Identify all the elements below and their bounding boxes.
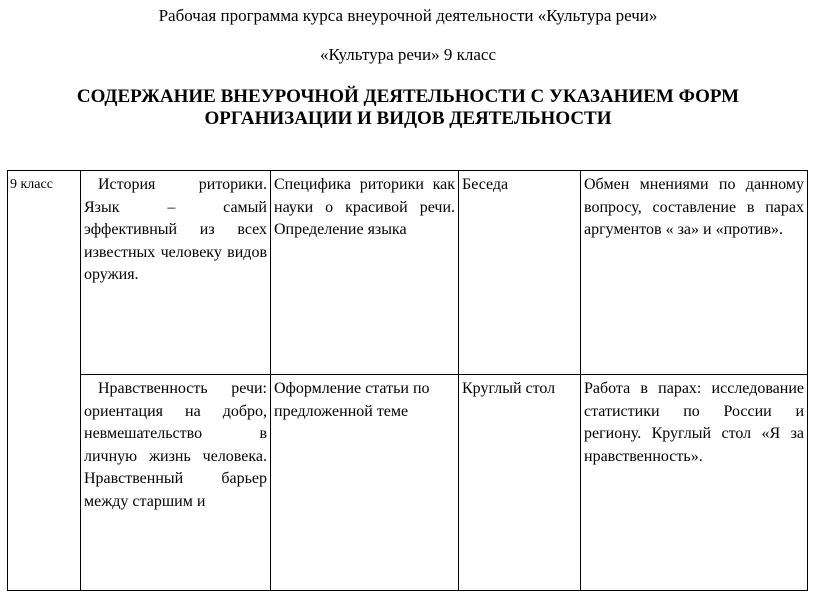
- section-heading-line-1: СОДЕРЖАНИЕ ВНЕУРОЧНОЙ ДЕЯТЕЛЬНОСТИ С УКАЗАНИЕМ ФОРМ: [76, 86, 740, 107]
- topic-cell: [81, 171, 271, 375]
- topic-text: История риторики. Язык – самый эффективный из всех известных человеку видов оружия.: [84, 176, 267, 283]
- section-heading-line-2: ОРГАНИЗАЦИИ И ВИДОВ ДЕЯТЕЛЬНОСТИ: [204, 108, 612, 129]
- grade-cell: 9 класс: [8, 171, 81, 591]
- content-cell: Оформление статьи по предложенной теме: [271, 375, 459, 591]
- activity-table: [7, 170, 808, 591]
- topic-text: Нравственность речи: ориентация на добро, невмешательство в личную жизнь человека. Нравственный барьер между старшим и: [84, 380, 267, 510]
- content-cell: Специфика риторики как науки о красивой речи. Определение языка: [271, 171, 459, 375]
- program-title: Рабочая программа курса внеурочной деятельности «Культура речи»: [158, 6, 658, 25]
- table-row: [8, 171, 808, 375]
- table-row: [8, 375, 808, 591]
- activity-cell: Обмен мнениями по данному вопросу, составление в парах аргументов « за» и «против».: [581, 171, 808, 375]
- course-grade-line: «Культура речи» 9 класс: [319, 45, 497, 64]
- activity-cell: Работа в парах: исследование статистики по России и региону. Круглый стол «Я за нравственность».: [581, 375, 808, 591]
- form-cell: Беседа: [459, 171, 581, 375]
- form-cell: Круглый стол: [459, 375, 581, 591]
- topic-cell: [81, 375, 271, 591]
